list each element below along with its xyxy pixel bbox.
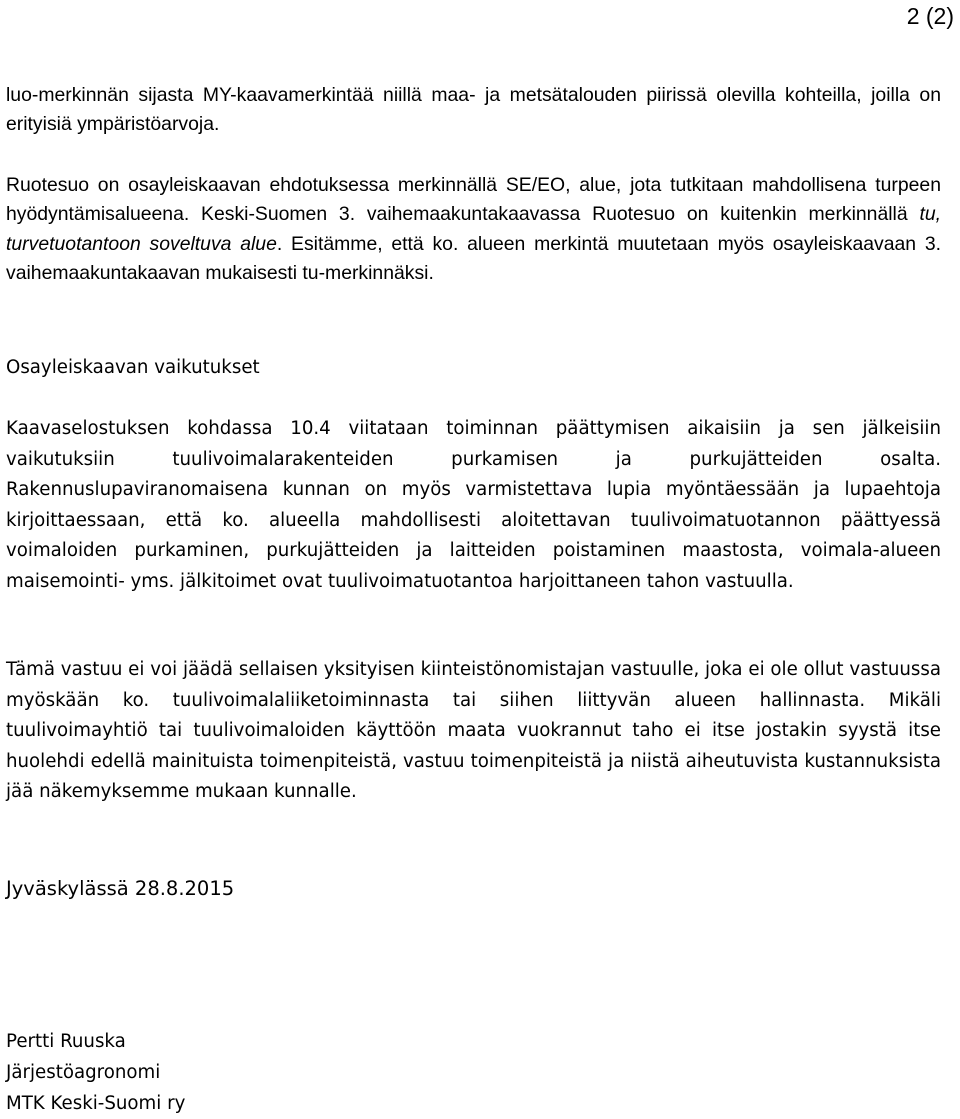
signer-title: Järjestöagronomi [6,1062,161,1083]
paragraph-text: Tämä vastuu ei voi jäädä sellaisen yksityisen kiinteistönomistajan vastuulle, joka ei ole ollut vastuussa myöskään ko. tuulivoimalaliiketoiminnasta tai siihen liittyvän alueen hallinnasta. Mikäli tuulivoimayhtiö tai tuulivoimaloiden käyttöön maata vuokrannut taho ei itse jostakin syystä itse huolehdi edellä mainituista toimenpiteistä, vastuu toimenpiteistä ja niistä aiheutuvista kustannuksista jää näkemyksemme mukaan kunnalle. [6,659,941,802]
signer-name: Pertti Ruuska [6,1031,126,1052]
paragraph-text: Kaavaselostuksen kohdassa 10.4 viitataan toiminnan päättymisen aikaisiin ja sen jälkeisiin vaikutuksiin tuulivoimalarakenteiden purkamisen ja purkujätteiden osalta. Rakennuslupaviranomaisena kunnan on myös varmistettava lupia myöntäessään ja lupaehtoja kirjoittaessaan, että ko. alueella mahdollisesti aloitettavan tuulivoimatuotannon päättyessä voimaloiden purkaminen, purkujätteiden ja laitteiden poistaminen maastosta, voimala-alueen maisemointi- yms. jälkitoimet ovat tuulivoimatuotantoa harjoittaneen tahon vastuulla. [6,418,941,592]
paragraph-vastuu [6,655,941,808]
paragraph-text-end: . Esitämme, että ko. alueen merkintä muutetaan myös osayleiskaavaan 3. vaihemaakuntakaavan mukaisesti tu-merkinnäksi. [6,232,941,285]
signer-organization: MTK Keski-Suomi ry [6,1093,186,1114]
italic-designation: tu, turvetuotantoon soveltuva alue [6,203,941,255]
paragraph-text-start: Ruotesuo on osayleiskaavan ehdotuksessa merkinnällä SE/EO, alue, jota tutkitaan mahdollisena turpeen hyödyntämisalueena. Keski-Suomen 3. vaihemaakuntakaavassa Ruotesuo on kuitenkin merkinnällä [6,174,941,226]
place-and-date: Jyväskylässä 28.8.2015 [6,877,235,900]
signature-block [6,1026,941,1119]
paragraph-text: luo-merkinnän sijasta MY-kaavamerkintää niillä maa- ja metsätalouden piirissä olevilla kohteilla, joilla on erityisiä ympäristöarvoja. [6,84,941,136]
paragraph-ruotesuo [6,171,941,289]
paragraph-kaavaselostus [6,414,941,597]
page-number: 2 (2) [906,3,954,29]
paragraph-luo-merkinta [6,81,941,140]
section-heading: Osayleiskaavan vaikutukset [6,357,260,378]
